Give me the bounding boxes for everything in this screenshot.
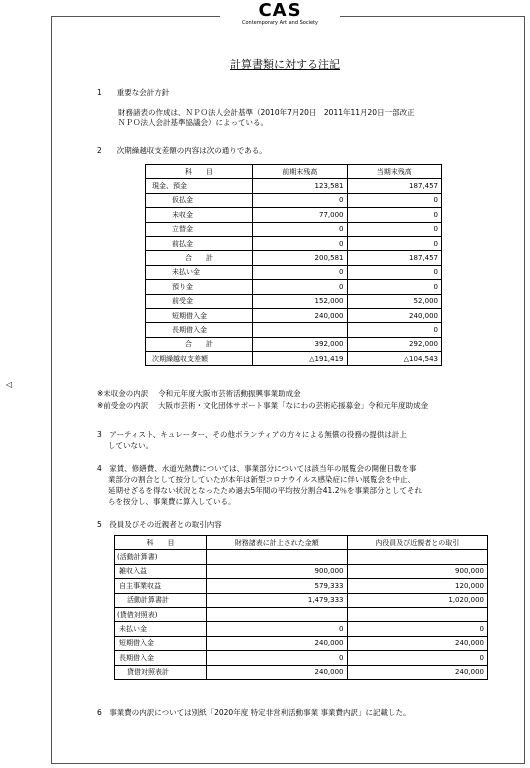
logo-subtitle: Contemporary Art and Society — [242, 20, 318, 26]
col-header-curr: 当期末残高 — [347, 165, 442, 179]
table-row — [146, 193, 442, 207]
row-value: 292,000 — [347, 337, 442, 351]
row-label: 合 計 — [146, 251, 253, 265]
row-value: 240,000 — [347, 636, 488, 650]
section-1-heading: 1 重要な会計方針 — [97, 88, 170, 97]
row-label: (活動計算書) — [115, 550, 207, 564]
row-label: 未収金 — [146, 208, 253, 222]
table-row — [115, 593, 488, 607]
row-value: 0 — [347, 280, 442, 294]
table-row — [115, 550, 488, 564]
section-3-line-1: 3 アーティスト、キュレーター、その他ボランティアの方々による無償の役務の提供は計上 — [97, 430, 407, 439]
row-label: 活動計算書計 — [115, 593, 207, 607]
row-value: 0 — [347, 222, 442, 236]
row-label: 長期借入金 — [115, 651, 207, 665]
row-value: 0 — [347, 236, 442, 250]
row-value: 52,000 — [347, 294, 442, 308]
section-1-line-2: ＮＰＯ法人会計基準協議会）によっている。 — [118, 118, 268, 127]
section-1-line-1: 財務諸表の作成は、ＮＰＯ法人会計基準（2010年7月20日 2011年11月20日一部改正 — [118, 108, 415, 117]
logo — [220, 2, 340, 30]
section-4-line-1: 4 家賃、修繕費、水道光熱費については、事業部分については該当年の展覧会の開催日数を事 — [97, 464, 417, 473]
row-label: 前受金 — [146, 294, 253, 308]
row-value: 0 — [347, 651, 488, 665]
related-party-table — [114, 535, 488, 680]
row-value — [207, 550, 348, 564]
row-label: 仮払金 — [146, 193, 253, 207]
row-value: 187,457 — [347, 179, 442, 193]
section-2-heading: 2 次期繰越収支差額の内容は次の通りである。 — [97, 146, 267, 155]
row-value: 240,000 — [253, 308, 348, 322]
note-receivable: ※未収金の内訳 令和元年度大阪市芸術活動振興事業助成金 — [97, 389, 301, 398]
row-label: 立替金 — [146, 222, 253, 236]
table-row — [146, 236, 442, 250]
section-4-line-2: 業部分の割合として按分していたが本年は新型コロナウイルス感染症に伴い展覧会を中止、 — [108, 475, 416, 484]
row-value: 123,581 — [253, 179, 348, 193]
row-value: 152,000 — [253, 294, 348, 308]
col-header-related: 内役員及び近親者との取引 — [347, 536, 488, 550]
row-value — [347, 607, 488, 621]
row-value: 120,000 — [347, 579, 488, 593]
row-value — [253, 323, 348, 337]
row-label: 短期借入金 — [115, 636, 207, 650]
row-value: 240,000 — [347, 665, 488, 679]
row-value — [347, 550, 488, 564]
row-value: 900,000 — [207, 564, 348, 578]
table-row — [115, 579, 488, 593]
row-value: △104,543 — [347, 352, 442, 366]
row-label: 自主事業収益 — [115, 579, 207, 593]
table-row — [146, 294, 442, 308]
row-value: 0 — [347, 265, 442, 279]
section-3-line-2: していない。 — [108, 441, 153, 450]
row-value: 0 — [253, 265, 348, 279]
row-label: 未払い金 — [115, 622, 207, 636]
row-value: 0 — [347, 193, 442, 207]
logo-text: CAS — [258, 0, 302, 21]
row-value: 200,581 — [253, 251, 348, 265]
row-value: 900,000 — [347, 564, 488, 578]
row-label: 短期借入金 — [146, 308, 253, 322]
row-value: 0 — [207, 651, 348, 665]
row-value — [207, 607, 348, 621]
col-header-fs-amount: 財務諸表に計上された金額 — [207, 536, 348, 550]
table-row — [115, 564, 488, 578]
row-label: 預り金 — [146, 280, 253, 294]
row-value: 77,000 — [253, 208, 348, 222]
row-label: 雑収入益 — [115, 564, 207, 578]
row-label: 現金、預金 — [146, 179, 253, 193]
row-value: 240,000 — [347, 308, 442, 322]
row-value: 0 — [253, 193, 348, 207]
row-value: 392,000 — [253, 337, 348, 351]
row-value: 1,479,333 — [207, 593, 348, 607]
balance-table — [145, 164, 442, 366]
table-row — [146, 308, 442, 322]
row-value: 0 — [253, 280, 348, 294]
table-row — [146, 179, 442, 193]
col-header-item: 科 目 — [146, 165, 253, 179]
table-header-row — [146, 165, 442, 179]
row-value: 0 — [253, 236, 348, 250]
page-title: 計算書類に対する注記 — [230, 58, 340, 71]
table-row — [115, 607, 488, 621]
table-row — [146, 222, 442, 236]
table-row — [146, 280, 442, 294]
row-value: 1,020,000 — [347, 593, 488, 607]
section-4-line-4: らを按分し、事業費に算入している。 — [108, 497, 236, 506]
table-row — [115, 665, 488, 679]
row-label: 未払い金 — [146, 265, 253, 279]
row-label: (貸借対照表) — [115, 607, 207, 621]
table-row — [115, 622, 488, 636]
table-row — [146, 208, 442, 222]
row-value: 0 — [347, 208, 442, 222]
table-row — [146, 251, 442, 265]
section-4-line-3: 延期せざるを得ない状況となったため過去5年間の平均按分割合41.2％を事業部分としてそれ — [108, 486, 422, 495]
row-label: 前払金 — [146, 236, 253, 250]
row-value: 0 — [347, 323, 442, 337]
table-row — [115, 636, 488, 650]
row-value: 0 — [207, 622, 348, 636]
section-6-text: 6 事業費の内訳については別紙「2020年度 特定非営利活動事業 事業費内訳」に記載した。 — [97, 708, 411, 717]
row-label: 長期借入金 — [146, 323, 253, 337]
table-row — [146, 323, 442, 337]
row-value: 0 — [253, 222, 348, 236]
row-value: 187,457 — [347, 251, 442, 265]
note-advance: ※前受金の内訳 大阪市芸術・文化団体サポート事業「なにわの芸術応援募金」令和元年度助成金 — [97, 401, 429, 410]
row-value: 579,333 — [207, 579, 348, 593]
table-row — [146, 337, 442, 351]
margin-mark: ◁ — [6, 380, 13, 389]
col-header-item: 科 目 — [115, 536, 207, 550]
col-header-prev: 前期末残高 — [253, 165, 348, 179]
row-value: 0 — [347, 622, 488, 636]
row-value: 240,000 — [207, 636, 348, 650]
row-label: 合 計 — [146, 337, 253, 351]
section-5-heading: 5 役員及びその近親者との取引内容 — [97, 520, 222, 529]
table-row — [146, 352, 442, 366]
row-label: 貸借対照表計 — [115, 665, 207, 679]
row-value: △191,419 — [253, 352, 348, 366]
row-value: 240,000 — [207, 665, 348, 679]
table-row — [146, 265, 442, 279]
table-row — [115, 651, 488, 665]
row-label: 次期繰越収支差額 — [146, 352, 253, 366]
table-header-row — [115, 536, 488, 550]
